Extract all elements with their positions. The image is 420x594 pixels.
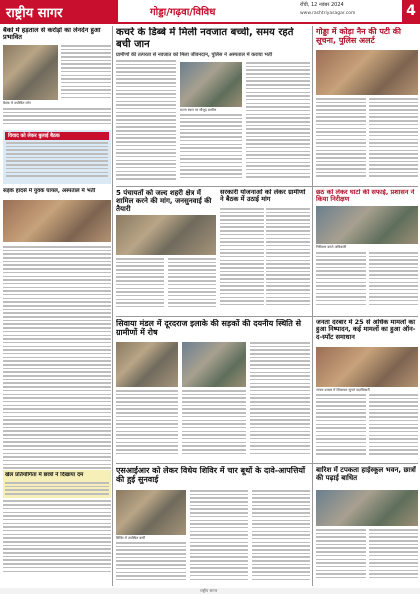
story-body — [180, 114, 242, 184]
story-photo — [3, 45, 58, 100]
story-headline[interactable]: सिवाया मंडल में दूरदराज इलाके की सड़कों की दयनीय स्थिति से ग्रामीणों में रोष — [116, 319, 302, 338]
photo-caption: घटना स्थल पर मौजूद ग्रामीण — [180, 108, 217, 112]
row-divider — [116, 316, 418, 317]
story-body — [3, 246, 111, 586]
story-photo — [316, 490, 418, 526]
row-divider — [116, 463, 418, 464]
story-body — [369, 394, 418, 460]
brief-box-heading[interactable]: विवाद को लेकर बुलाई बैठक — [5, 132, 109, 140]
story-body — [316, 98, 366, 184]
story-headline[interactable]: जनता दरबार में 25 से अधिक मामलों का हुआ निष्पादन, कई मामलों का हुआ ऑन-द-स्पॉट समाधान — [316, 319, 416, 341]
story-body — [369, 529, 418, 586]
masthead — [0, 0, 420, 22]
story-photo — [316, 50, 418, 95]
story-body — [61, 45, 111, 105]
story-body — [5, 482, 109, 496]
column-divider — [112, 26, 113, 586]
story-body — [6, 142, 108, 182]
story-photo — [116, 490, 186, 535]
story-subheadline: ग्रामीणों की तत्परता से नवजात को मिला जीवनदान, पुलिस ने अस्पताल में कराया भर्ती — [116, 52, 273, 58]
story-headline[interactable]: एसआईआर को लेकर विधेय शिविर में चार बूथों के दावे-आपत्तियों की हुई सुनवाई — [116, 466, 306, 485]
story-headline[interactable]: छठ को लेकर घाटों की सफाई, प्रशासन ने किया निरीक्षण — [316, 189, 415, 204]
photo-caption: जनता दरबार में शिकायत सुनते पदाधिकारी — [316, 388, 370, 392]
masthead-title: राष्ट्रीय सागर — [6, 6, 63, 21]
story-photo — [3, 200, 111, 242]
page-footer — [0, 588, 420, 594]
issue-date: राँची, 12 नवंबर 2024 — [300, 2, 344, 8]
story-body — [250, 342, 310, 460]
column-divider — [312, 26, 313, 586]
footer-text: राष्ट्रीय सागर — [200, 588, 218, 593]
website-link[interactable]: www.rashtriyasagar.com — [300, 11, 356, 16]
story-body — [3, 108, 111, 128]
story-body — [116, 258, 164, 313]
story-body — [316, 252, 366, 312]
photo-caption: बैठक में उपस्थित लोग — [3, 101, 31, 105]
story-headline[interactable]: सरकारी योजनाओं को लेकर ग्रामीणों ने बैठक में उठाई मांग — [220, 189, 306, 204]
story-body — [266, 208, 310, 313]
story-body — [182, 390, 246, 460]
story-photo — [316, 347, 418, 387]
story-headline[interactable]: बारिश में टपकता हाईस्कूल भवन, छात्रों की पढ़ाई बाधित — [316, 466, 416, 483]
story-body — [246, 62, 310, 184]
story-photo — [116, 342, 178, 387]
story-headline[interactable]: 5 पंचायतों को जल्द शहरी क्षेत्र में शामिल करने की मांग, जनसुनवाई की तैयारी — [116, 189, 212, 214]
row-divider — [116, 186, 418, 187]
story-headline[interactable]: बैंकों में हड़ताल से करोड़ों का लेनदेन हुआ प्रभावित — [3, 27, 101, 42]
story-body — [116, 60, 176, 185]
story-photo — [180, 62, 242, 107]
masthead-rule — [0, 22, 420, 24]
story-body — [316, 529, 366, 586]
story-headline[interactable]: कचरे के डिब्बे में मिली नवजात बच्ची, समय रहते बची जान — [116, 27, 294, 50]
story-photo — [182, 342, 246, 387]
story-body — [168, 258, 216, 313]
story-body — [316, 394, 366, 460]
story-photo — [116, 215, 216, 255]
story-photo — [316, 206, 418, 244]
masthead-brand-block — [0, 0, 118, 22]
story-body — [116, 390, 178, 460]
photo-caption: निरीक्षण करते अधिकारी — [316, 245, 347, 249]
story-body — [190, 490, 248, 586]
story-body — [369, 98, 418, 184]
section-name: गोड्डा/गढ़वा/विविध — [150, 7, 216, 18]
story-body — [369, 252, 418, 312]
photo-caption: शिविर में उपस्थित कर्मी — [116, 536, 146, 540]
story-body — [116, 542, 186, 586]
story-body — [252, 490, 310, 586]
story-body — [220, 208, 264, 313]
page-number: 4 — [402, 0, 420, 22]
story-headline[interactable]: खेल प्रतियोगिता में छात्रों ने दिखाया दम — [5, 472, 84, 478]
story-headline[interactable]: सड़क हादसे में युवक घायल, अस्पताल में भर्ती — [3, 188, 96, 194]
story-headline[interactable]: गोड्डा में कोड़ा नैन की पटी की सूचना, पुलिस अलर्ट — [316, 27, 402, 46]
